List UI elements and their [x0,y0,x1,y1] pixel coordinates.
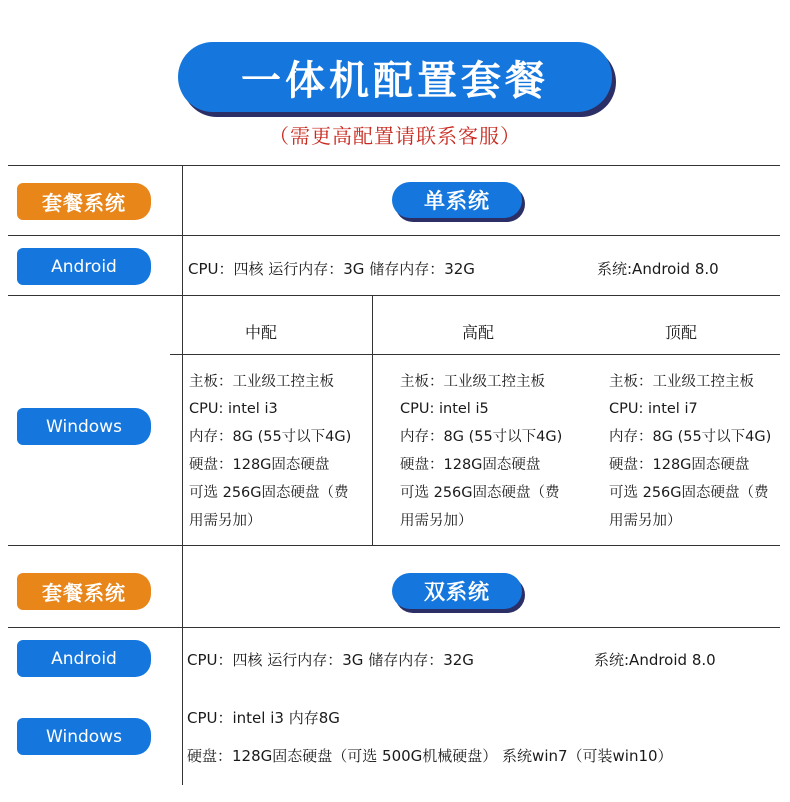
page-subtitle: （需更高配置请联系客服） [269,124,521,148]
package-system-badge: 套餐系统 [17,573,151,610]
spec-line: 内存：8G (55寸以下4G) [609,429,772,445]
column-high: 高配 [461,323,494,342]
package-system-badge: 套餐系统 [17,183,151,220]
spec-line: 可选 256G固态硬盘（费 [400,485,560,501]
spec-line: 用需另加） [400,513,473,529]
column-top: 顶配 [664,323,697,342]
divider [170,354,780,355]
android-specs: CPU：四核 运行内存：3G 储存内存：32G [188,260,475,278]
android-badge: Android [17,640,151,677]
spec-line: 主板：工业级工控主板 [609,374,754,390]
android-os: 系统:Android 8.0 [597,260,719,278]
spec-line: 内存：8G (55寸以下4G) [400,429,563,445]
divider [8,545,780,546]
spec-line: 硬盘：128G固态硬盘 [609,457,750,473]
windows-badge: Windows [17,408,151,445]
windows-storage: 硬盘：128G固态硬盘（可选 500G机械硬盘） 系统win7（可装win10） [187,747,673,765]
spec-line: 硬盘：128G固态硬盘 [189,457,330,473]
single-system-pill: 单系统 [392,182,522,218]
spec-line: CPU: intel i3 [189,401,278,417]
android-os: 系统:Android 8.0 [594,651,716,669]
spec-line: CPU: intel i7 [609,401,698,417]
page-title: 一体机配置套餐 [178,42,612,112]
spec-line: 主板：工业级工控主板 [189,374,334,390]
spec-line: 用需另加） [609,513,682,529]
dual-system-pill: 双系统 [392,573,522,609]
divider [8,627,780,628]
windows-badge: Windows [17,718,151,755]
divider [182,545,183,785]
spec-line: 用需另加） [189,513,262,529]
spec-line: 主板：工业级工控主板 [400,374,545,390]
column-mid: 中配 [244,323,277,342]
spec-line: 内存：8G (55寸以下4G) [189,429,352,445]
windows-specs: CPU：intel i3 内存8G [187,709,340,727]
spec-line: 可选 256G固态硬盘（费 [189,485,349,501]
divider [8,295,780,296]
divider [372,295,373,545]
spec-line: 硬盘：128G固态硬盘 [400,457,541,473]
divider [8,165,780,166]
spec-line: 可选 256G固态硬盘（费 [609,485,769,501]
spec-line: CPU: intel i5 [400,401,489,417]
divider [182,165,183,545]
divider [8,235,780,236]
android-specs: CPU：四核 运行内存：3G 储存内存：32G [187,651,474,669]
android-badge: Android [17,248,151,285]
